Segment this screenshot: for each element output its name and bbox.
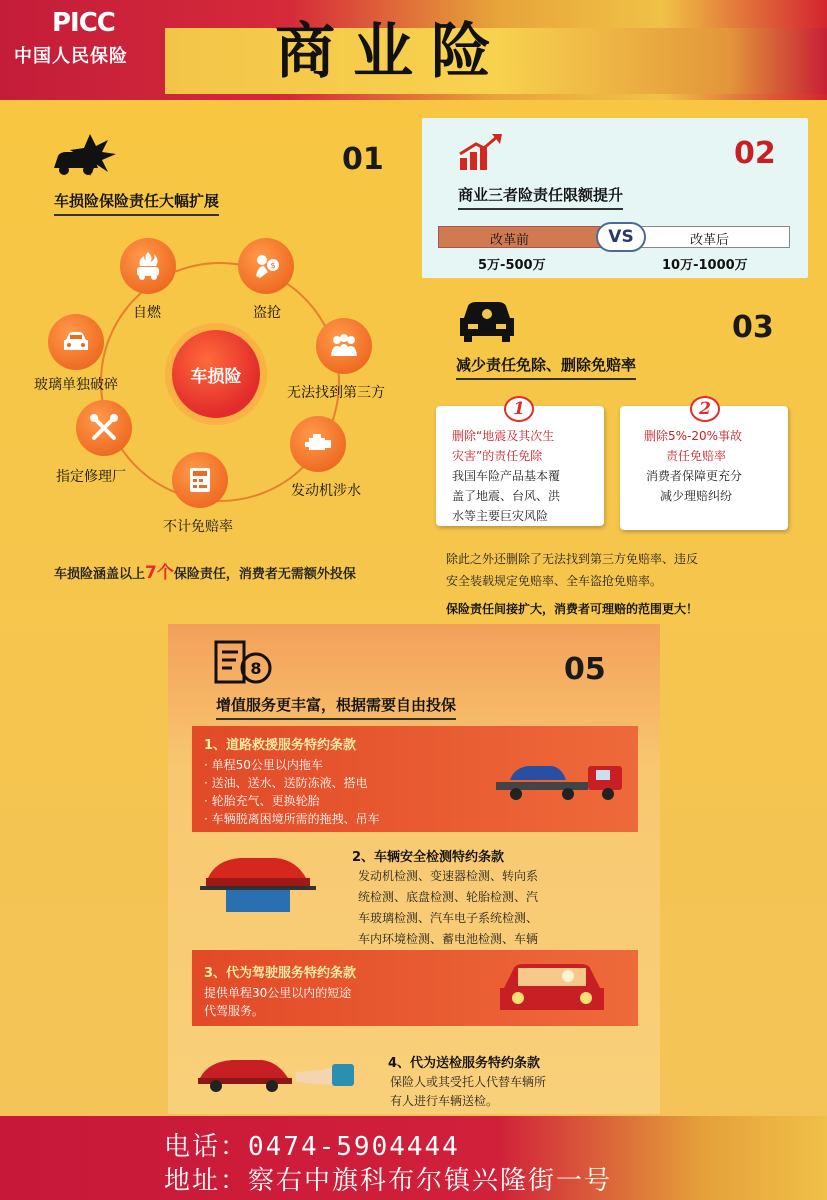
item-label-no-deductible: 不计免赔率 — [163, 519, 233, 535]
note-text-post: 保险责任，消费者无需额外投保 — [173, 567, 356, 582]
vs-badge: VS — [596, 222, 646, 252]
section02-heading: 商业三者险责任限额提升 — [458, 184, 623, 210]
item-label-glass-break: 玻璃单独破碎 — [34, 377, 118, 393]
service3-line-1: 提供单程30公里以内的短途 — [204, 986, 352, 1000]
before-label: 改革前 — [490, 233, 530, 248]
page-title: 商业险 — [275, 17, 509, 87]
svg-text:8: 8 — [250, 659, 262, 678]
service-document-icon — [214, 640, 276, 686]
item-label-theft: 盗抢 — [253, 305, 281, 321]
section03-heading: 减少责任免除、删除免赔率 — [456, 354, 636, 380]
tip2-red-line-2: 责任免赔率 — [666, 449, 727, 463]
section01-note — [54, 562, 384, 586]
service2-line-1: 发动机检测、变速器检测、转向系 — [358, 869, 539, 883]
service2-line-4: 车内环境检测、蓄电池检测、车辆 — [358, 932, 539, 946]
calculator-icon — [172, 452, 228, 508]
tip1-body-line-1: 我国车险产品基本覆 — [452, 469, 561, 483]
tip-number-1: 1 — [504, 396, 534, 422]
brand-name: 中国人民保险 — [14, 46, 128, 67]
thief-icon — [238, 238, 294, 294]
item-label-self-ignition: 自燃 — [133, 305, 161, 321]
item-label-engine-water: 发动机涉水 — [291, 483, 361, 499]
picc-logo: PICC — [52, 8, 115, 38]
tip1-body-line-2: 盖了地震、台风、洪 — [452, 489, 561, 503]
service2-title: 2、车辆安全检测特约条款 — [352, 850, 505, 865]
service4-line-2: 有人进行车辆送检。 — [390, 1094, 499, 1108]
footer-phone: 电话：0474-5904444 — [164, 1132, 460, 1162]
service4-line-1: 保险人或其受托人代替车辆所 — [390, 1075, 547, 1089]
service1-item-3: · 轮胎充气、更换轮胎 — [204, 794, 320, 808]
tip-number-2: 2 — [690, 396, 720, 422]
service1-item-4: · 车辆脱离困境所需的拖拽、吊车 — [204, 812, 380, 826]
burning-car-icon — [120, 238, 176, 294]
section03-note-line-1: 除此之外还删除了无法找到第三方免赔率、违反 — [446, 552, 699, 566]
service1-item-1: · 单程50公里以内拖车 — [204, 758, 323, 772]
driver-service-icon — [496, 958, 608, 1020]
car-crash-icon — [50, 130, 120, 180]
service4-title: 4、代为送检服务特约条款 — [388, 1056, 541, 1071]
section-number-02: 02 — [734, 136, 776, 171]
tow-truck-icon — [492, 752, 628, 804]
section03-note-bold: 保险责任间接扩大，消费者可理赔的范围更大！ — [446, 602, 699, 616]
tip2-body-line-2: 减少理赔纠纷 — [660, 489, 733, 503]
driver-car-icon — [458, 298, 516, 344]
wrench-tools-icon — [76, 400, 132, 456]
svg-text:$: $ — [270, 261, 276, 270]
tip1-body-line-3: 水等主要巨灾风险 — [452, 509, 549, 523]
note-text-pre: 车损险涵盖以上 — [54, 567, 146, 582]
before-range: 5万-500万 — [478, 258, 546, 273]
tip1-red-line-2: 灾害”的责任免除 — [452, 449, 543, 463]
tip2-body-line-1: 消费者保障更充分 — [646, 469, 743, 483]
service1-title: 1、道路救援服务特约条款 — [204, 738, 357, 753]
center-label: 车损险 — [172, 330, 260, 418]
after-range: 10万-1000万 — [662, 258, 748, 273]
lift-car-icon — [196, 850, 320, 920]
item-label-repair-shop: 指定修理厂 — [56, 469, 126, 485]
section03-note-line-2: 安全装载规定免赔率、全车盗抢免赔率。 — [446, 574, 663, 588]
tip1-red-line-1: 删除“地震及其次生 — [452, 429, 555, 443]
item-label-no-third-party: 无法找到第三方 — [287, 385, 385, 401]
service2-line-3: 车玻璃检测、汽车电子系统检测、 — [358, 911, 539, 925]
section05-heading: 增值服务更丰富，根据需要自由投保 — [216, 694, 456, 720]
car-front-icon — [48, 314, 104, 370]
after-label: 改革后 — [690, 233, 730, 248]
section-number-05: 05 — [564, 652, 606, 687]
growth-chart-icon — [458, 132, 504, 172]
section-number-03: 03 — [732, 310, 774, 345]
service1-item-2: · 送油、送水、送防冻液、搭电 — [204, 776, 368, 790]
note-highlight: 7个 — [145, 563, 174, 583]
service2-line-2: 统检测、底盘检测、轮胎检测、汽 — [358, 890, 539, 904]
engine-icon — [290, 416, 346, 472]
section-number-01: 01 — [342, 142, 384, 177]
delivery-car-icon — [192, 1050, 362, 1096]
service3-title: 3、代为驾驶服务特约条款 — [204, 966, 357, 981]
tip2-red-line-1: 删除5%-20%事故 — [644, 429, 743, 443]
service3-line-2: 代驾服务。 — [204, 1004, 265, 1018]
people-group-icon — [316, 318, 372, 374]
section01-heading: 车损险保险责任大幅扩展 — [54, 190, 219, 216]
footer-address: 地址：察右中旗科布尔镇兴隆街一号 — [164, 1166, 613, 1196]
